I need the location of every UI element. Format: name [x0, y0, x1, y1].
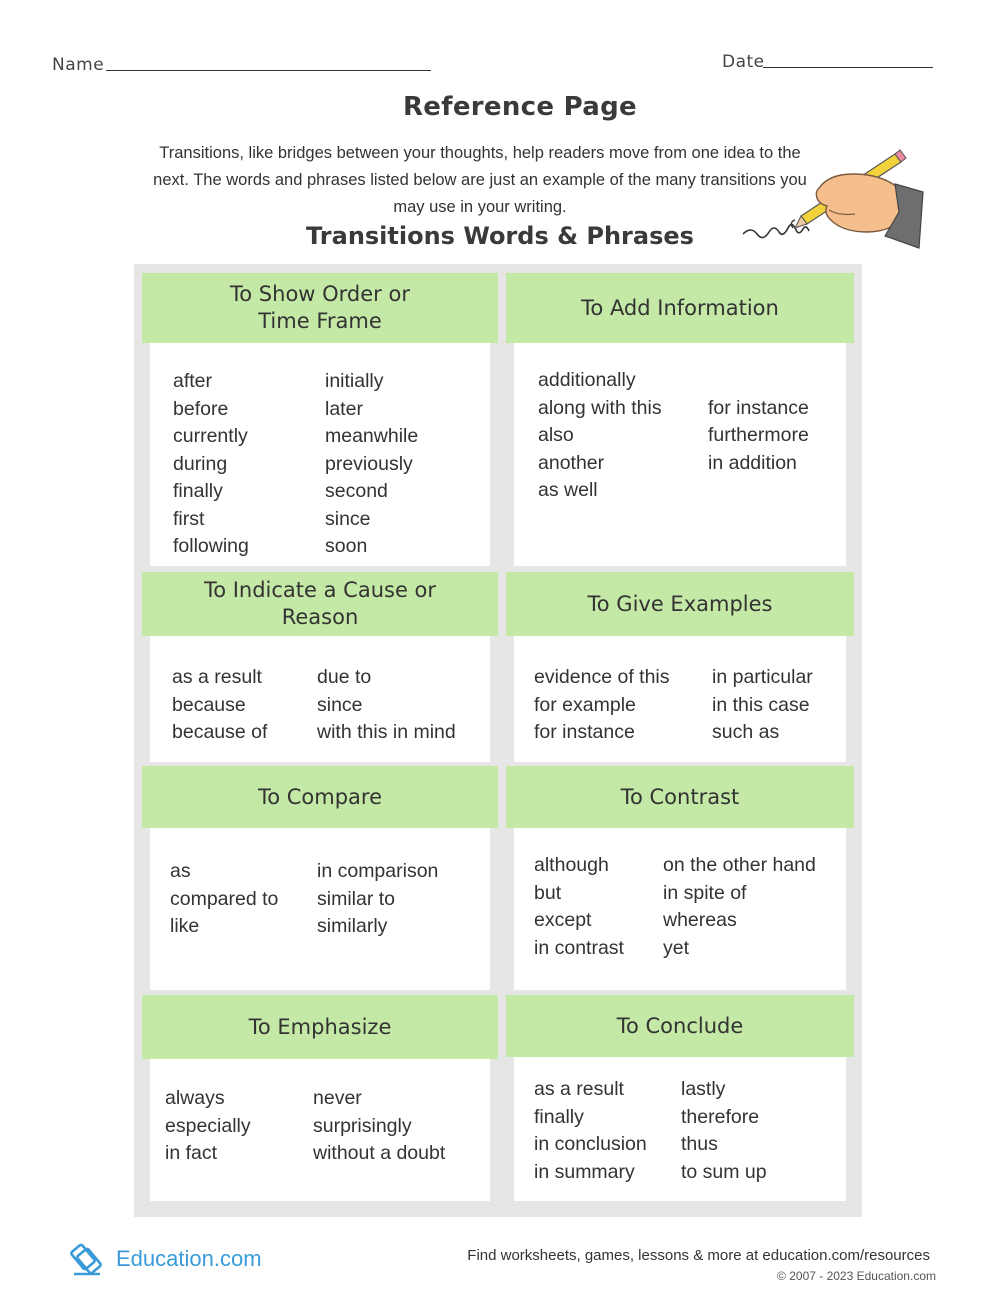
list-item: in contrast: [534, 936, 624, 959]
list-item: always: [165, 1087, 225, 1109]
card-cause-heading-line1: To Indicate a Cause or: [203, 578, 437, 602]
list-item: similarly: [317, 915, 388, 937]
card-contrast: [514, 766, 846, 990]
list-item: for example: [534, 693, 636, 716]
list-item: currently: [173, 425, 248, 447]
list-item: soon: [325, 535, 368, 557]
list-item: as a result: [172, 666, 262, 688]
card-examples: [514, 572, 846, 762]
list-item: except: [534, 909, 592, 931]
education-logo[interactable]: [70, 1240, 262, 1278]
list-item: before: [173, 397, 229, 420]
list-item: in summary: [534, 1160, 635, 1183]
list-item: first: [173, 507, 205, 530]
list-item: along with this: [538, 396, 662, 419]
card-add-heading: To Add Information: [506, 273, 854, 343]
card-order-heading-line2: Time Frame: [258, 309, 382, 333]
card-order-heading: [142, 273, 498, 343]
list-item: evidence of this: [534, 666, 670, 688]
date-label: Date: [722, 52, 765, 72]
list-item: after: [173, 370, 213, 392]
card-cause: [150, 572, 490, 762]
footer-copyright: © 2007 - 2023 Education.com: [777, 1269, 936, 1283]
card-compare: [150, 766, 490, 990]
list-item: lastly: [681, 1078, 726, 1100]
page-title: Reference Page: [402, 92, 637, 122]
name-label: Name: [52, 55, 105, 75]
list-item: for instance: [708, 396, 809, 419]
list-item: to sum up: [681, 1160, 767, 1183]
list-item: compared to: [170, 887, 279, 910]
list-item: finally: [173, 480, 223, 502]
list-item: in fact: [165, 1142, 218, 1164]
name-line[interactable]: [106, 70, 431, 71]
list-item: during: [173, 452, 228, 475]
list-item: later: [325, 397, 363, 420]
list-item: such as: [712, 721, 780, 743]
list-item: previously: [325, 452, 413, 475]
list-item: as a result: [534, 1078, 624, 1100]
list-item: without a doubt: [313, 1142, 446, 1164]
card-examples-heading: To Give Examples: [506, 572, 854, 636]
card-conclude-heading: To Conclude: [506, 995, 854, 1057]
card-compare-heading: To Compare: [142, 766, 498, 828]
list-item: in this case: [712, 693, 810, 716]
list-item: following: [173, 535, 249, 557]
list-item: thus: [681, 1133, 718, 1155]
list-item: whereas: [663, 909, 737, 931]
list-item: since: [317, 693, 363, 716]
card-add-information: [514, 273, 846, 566]
list-item: because of: [172, 721, 268, 743]
list-item: on the other hand: [663, 854, 816, 876]
list-item: in spite of: [663, 881, 747, 904]
intro-paragraph: Transitions, like bridges between your thoughts, help readers move from one idea to the next. The words and phrases listed below are just an example of the many transitions you may use in your writing.: [153, 144, 807, 216]
card-order-heading-line1: To Show Order or: [230, 282, 410, 306]
list-item: additionally: [538, 369, 636, 391]
list-item: yet: [663, 936, 690, 959]
list-item: finally: [534, 1105, 584, 1128]
list-item: due to: [317, 666, 372, 688]
list-item: as well: [538, 479, 598, 501]
list-item: like: [170, 915, 200, 937]
list-item: in comparison: [317, 860, 439, 882]
card-contrast-heading: To Contrast: [506, 766, 854, 828]
card-conclude: [514, 995, 846, 1201]
list-item: similar to: [317, 887, 396, 910]
education-logo-icon: [70, 1240, 110, 1278]
list-item: in conclusion: [534, 1133, 647, 1155]
list-item: since: [325, 507, 371, 530]
card-emphasize: [150, 995, 490, 1201]
list-item: therefore: [681, 1105, 760, 1128]
card-cause-heading: [142, 572, 498, 636]
list-item: although: [534, 854, 609, 876]
card-order: [150, 273, 490, 566]
card-cause-heading-line2: Reason: [281, 605, 359, 629]
footer-resources-text: Find worksheets, games, lessons & more at education.com/resources: [467, 1247, 930, 1264]
list-item: never: [313, 1087, 362, 1109]
transitions-panel: [134, 264, 862, 1217]
list-item: second: [325, 480, 388, 502]
section-title: Transitions Words & Phrases: [306, 222, 694, 250]
list-item: with this in mind: [317, 721, 456, 743]
list-item: also: [538, 424, 574, 446]
list-item: furthermore: [708, 424, 809, 446]
card-emphasize-heading: To Emphasize: [142, 995, 498, 1059]
education-logo-text: Education.com: [116, 1246, 262, 1271]
list-item: meanwhile: [325, 425, 419, 447]
list-item: another: [538, 451, 605, 474]
list-item: in particular: [712, 666, 813, 688]
list-item: in addition: [708, 451, 797, 474]
list-item: surprisingly: [313, 1114, 412, 1137]
list-item: because: [172, 693, 246, 716]
date-line[interactable]: [763, 67, 933, 68]
list-item: initially: [325, 370, 384, 392]
list-item: as: [170, 860, 191, 882]
list-item: for instance: [534, 721, 635, 743]
hand-pencil-icon: [735, 148, 925, 253]
list-item: especially: [165, 1114, 251, 1137]
list-item: but: [534, 881, 562, 904]
